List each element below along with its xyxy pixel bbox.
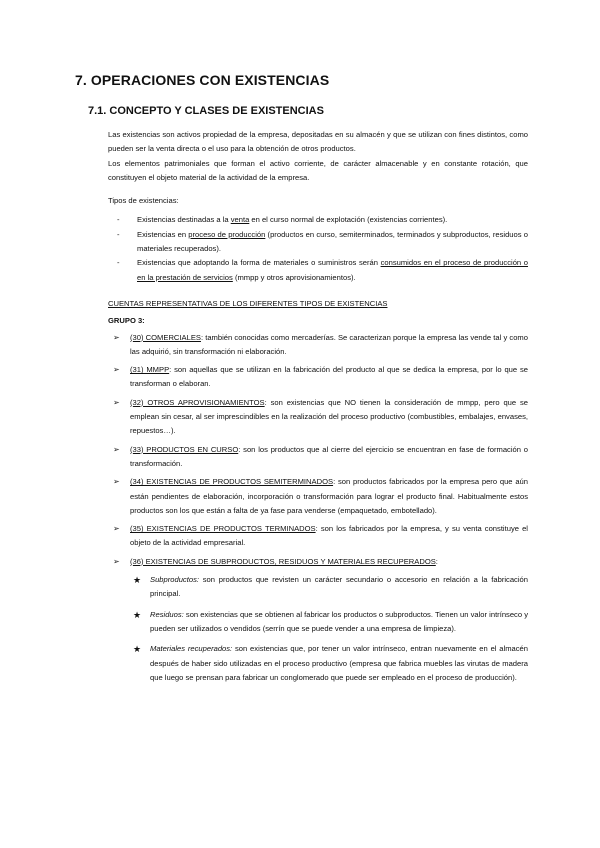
star-bullet-icon: ★	[133, 609, 142, 620]
star-bullet-icon: ★	[133, 575, 142, 586]
underlined-term: consumidos en el proceso de producción o en la prestación de servicios	[137, 258, 529, 282]
arrow-bullet-icon: ➢	[113, 477, 120, 487]
subitem-term: Materiales recuperados:	[150, 644, 233, 654]
accounts-section-title: CUENTAS REPRESENTATIVAS DE LOS DIFERENTES TIPOS DE EXISTENCIAS	[108, 298, 388, 308]
section-subtitle: 7.1. CONCEPTO Y CLASES DE EXISTENCIAS	[88, 105, 324, 117]
list-item: ➢ (35) EXISTENCIAS DE PRODUCTOS TERMINADOS: son los fabricados por la empresa, y su venta constituye el objeto de la actividad empresarial.	[113, 524, 528, 548]
list-item: ➢ (31) MMPP: son aquellas que se utilizan en la fabricación del producto al que se dedica la empresa, por lo que se transforman o elaboran.	[113, 365, 528, 389]
account-name: (31) MMPP	[130, 365, 170, 375]
list-item: ★ Materiales recuperados: son existencias que, por tener un valor intrínseco, entran nuevamente en el almacén después de haber sido utilizadas en el proceso productivo (empresa que fabrica muebles las virutas de madera que luego se prensan para fabricar un conglomerado que puede ser empleado en el proceso de producción).	[133, 644, 528, 682]
dash-marker: -	[117, 258, 120, 268]
account-name: (36) EXISTENCIAS DE SUBPRODUCTOS, RESIDUOS Y MATERIALES RECUPERADOS	[130, 556, 436, 566]
subitem-term: Residuos:	[150, 609, 184, 619]
list-item: ➢ (33) PRODUCTOS EN CURSO: son los productos que al cierre del ejercicio se encuentran en fase de formación o transformación.	[113, 444, 528, 468]
list-item: ★ Subproductos: son productos que revisten un carácter secundario o accesorio en relación a la fabricación principal.	[133, 575, 528, 599]
account-name: (34) EXISTENCIAS DE PRODUCTOS SEMITERMINADOS	[130, 477, 334, 487]
arrow-bullet-icon: ➢	[113, 524, 120, 534]
subitems-list	[130, 573, 528, 685]
underlined-term: venta	[230, 215, 250, 225]
list-item: ➢ (32) OTROS APROVISIONAMIENTOS: son existencias que NO tienen la consideración de mmpp, pero que se emplean sin cesar, al ser imprescindibles en la realización del proceso productivo (combustibles, embalajes, envases, repuestos…).	[113, 397, 528, 436]
arrow-bullet-icon: ➢	[113, 397, 120, 407]
account-name: (32) OTROS APROVISIONAMIENTOS	[130, 397, 265, 407]
list-item: - Existencias que adoptando la forma de materiales o suministros serán consumidos en el proceso de producción o en la prestación de servicios (mmpp y otros aprovisionamientos).	[117, 258, 529, 282]
subitem-term: Subproductos:	[150, 575, 199, 585]
list-item: ➢ (34) EXISTENCIAS DE PRODUCTOS SEMITERMINADOS: son productos fabricados por la empresa pero que aún están pendientes de elaboración, incorporación o transformación para lograr el producto final. Habitualmente estos productos son los que están a falta de ya fase para venderse (empaquetado, embotellado).	[113, 477, 528, 515]
tipos-list	[108, 213, 528, 284]
intro-paragraph-1: Las existencias son activos propiedad de la empresa, depositadas en su almacén y que se utilizan con fines distintos, como pueden ser la venta directa o el uso para la obtención de otros productos.	[108, 130, 528, 154]
list-item: ★ Residuos: son existencias que se obtienen al fabricar los productos o subproductos. Tienen un valor intrínseco y pueden ser utilizados o vendidos (serrín que se puede vender a una empresa de limpieza).	[133, 609, 528, 633]
document-body	[108, 128, 528, 691]
star-bullet-icon: ★	[133, 644, 142, 655]
account-name: (30) COMERCIALES	[130, 332, 201, 342]
tipos-label: Tipos de existencias:	[108, 196, 179, 206]
list-item: ➢ (36) EXISTENCIAS DE SUBPRODUCTOS, RESIDUOS Y MATERIALES RECUPERADOS: ★ Subproductos: son productos que revisten un carácter secundario o accesorio en relación a la fabricación principal. ★ Residuos: son existencias que se obtienen al fabricar los productos o subproductos. Tienen un valor intrínseco y pueden ser utilizados o vendidos (serrín que se puede vender a una empresa de limpieza). ★ Materiales recuperados: son existencias que, por tener un valor intrínseco, entran nuevamente en el almacén después de haber sido utilizadas en el proceso productivo (empresa que fabrica muebles las virutas de madera que luego se prensan para fabricar un conglomerado que puede ser empleado en el proceso de producción).	[108, 555, 528, 685]
accounts-list	[108, 331, 528, 686]
account-name: (33) PRODUCTOS EN CURSO	[130, 444, 239, 454]
page-title: 7. OPERACIONES CON EXISTENCIAS	[75, 72, 330, 88]
arrow-bullet-icon: ➢	[113, 332, 120, 342]
list-item: ➢ (30) COMERCIALES: también conocidas como mercaderías. Se caracterizan porque la empresa las vende tal y como las adquirió, sin transformación ni elaboración.	[113, 332, 528, 356]
list-item: - Existencias destinadas a la venta en el curso normal de explotación (existencias corrientes).	[108, 213, 528, 227]
dash-marker: -	[117, 215, 120, 225]
arrow-bullet-icon: ➢	[113, 444, 120, 454]
intro-paragraph-2: Los elementos patrimoniales que forman el activo corriente, de carácter almacenable y en constante rotación, que constituyen el objeto material de la actividad de la empresa.	[108, 158, 528, 182]
arrow-bullet-icon: ➢	[113, 556, 120, 566]
arrow-bullet-icon: ➢	[113, 365, 120, 375]
dash-marker: -	[117, 229, 120, 239]
underlined-term: proceso de producción	[188, 229, 266, 239]
account-name: (35) EXISTENCIAS DE PRODUCTOS TERMINADOS	[130, 524, 316, 534]
list-item: - Existencias en proceso de producción (productos en curso, semiterminados, terminados y subproductos, residuos o materiales recuperados).	[117, 229, 528, 254]
group-label: GRUPO 3:	[108, 316, 145, 326]
